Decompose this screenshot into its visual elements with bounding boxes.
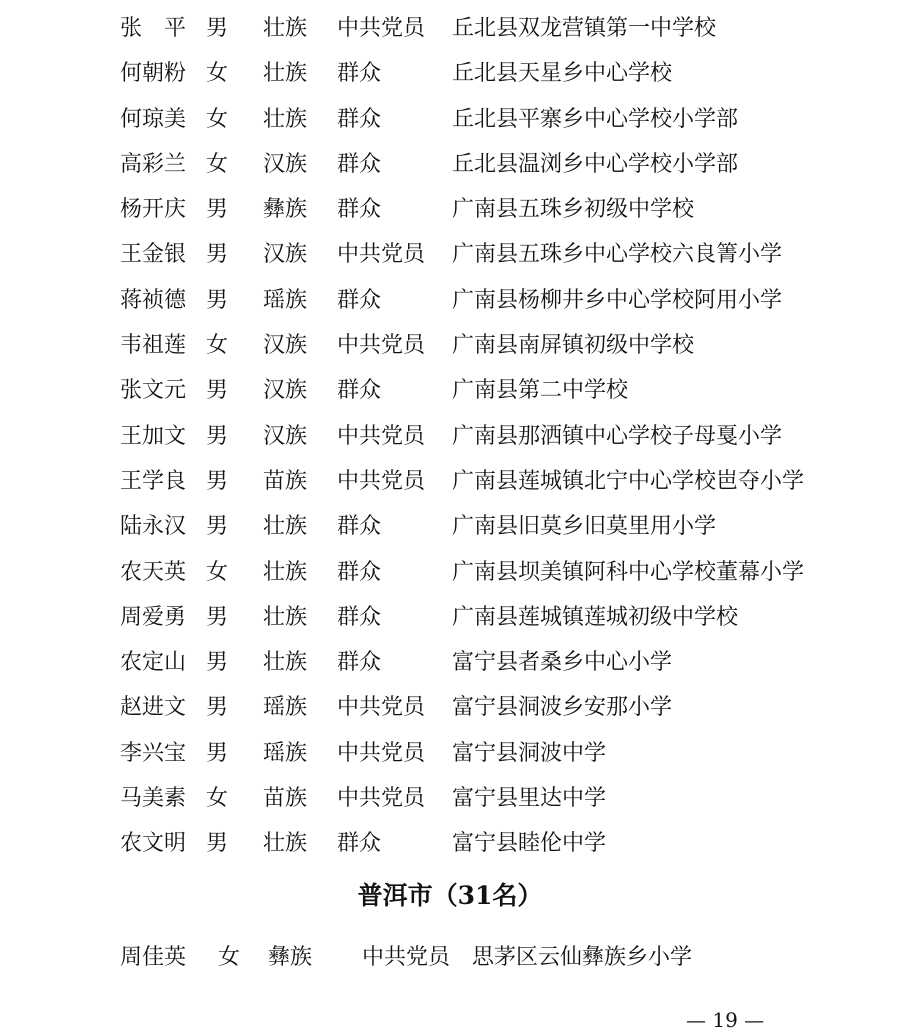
person-party: 群众 — [337, 831, 382, 857]
person-name: 张文元 — [120, 378, 187, 404]
person-gender: 男 — [206, 423, 229, 449]
person-ethnicity: 瑶族 — [263, 740, 308, 766]
list-row — [0, 97, 900, 142]
person-ethnicity: 汉族 — [263, 151, 308, 177]
person-unit: 广南县南屏镇初级中学校 — [452, 333, 695, 359]
person-name: 何琼美 — [120, 106, 187, 132]
person-ethnicity: 壮族 — [263, 559, 308, 585]
person-ethnicity: 壮族 — [263, 106, 308, 132]
list-row — [0, 51, 900, 96]
list-row — [0, 459, 900, 504]
person-unit: 思茅区云仙彝族乡小学 — [472, 945, 693, 970]
person-unit: 富宁县洞波乡安那小学 — [452, 695, 673, 721]
person-name: 周佳英 — [120, 945, 187, 970]
person-gender: 男 — [206, 242, 229, 268]
person-name: 王金银 — [120, 242, 187, 268]
person-ethnicity: 壮族 — [263, 650, 308, 676]
person-unit: 广南县五珠乡初级中学校 — [452, 197, 695, 223]
person-gender: 男 — [206, 468, 229, 494]
person-party: 群众 — [337, 604, 382, 630]
list-row — [0, 821, 900, 866]
person-ethnicity: 彝族 — [263, 197, 308, 223]
person-name: 农文明 — [120, 831, 187, 857]
person-ethnicity: 彝族 — [268, 945, 313, 970]
person-unit: 富宁县洞波中学 — [452, 740, 607, 766]
person-name: 高彩兰 — [120, 151, 187, 177]
person-ethnicity: 壮族 — [263, 604, 308, 630]
list-row — [0, 187, 900, 232]
person-party: 中共党员 — [337, 423, 426, 449]
person-name: 农天英 — [120, 559, 187, 585]
person-gender: 男 — [206, 740, 229, 766]
person-unit: 富宁县睦伦中学 — [452, 831, 607, 857]
list-row — [0, 595, 900, 640]
person-unit: 广南县第二中学校 — [452, 378, 629, 404]
person-ethnicity: 壮族 — [263, 16, 308, 41]
person-unit: 丘北县双龙营镇第一中学校 — [452, 16, 717, 41]
person-party: 群众 — [337, 559, 382, 585]
person-name: 杨开庆 — [120, 197, 187, 223]
list-row — [0, 935, 900, 980]
person-ethnicity: 汉族 — [263, 378, 308, 404]
person-unit: 广南县那洒镇中心学校子母戛小学 — [452, 423, 783, 449]
list-row — [0, 323, 900, 368]
person-gender: 男 — [206, 650, 229, 676]
person-unit: 广南县旧莫乡旧莫里用小学 — [452, 514, 717, 540]
person-ethnicity: 瑶族 — [263, 695, 308, 721]
person-party: 群众 — [337, 151, 382, 177]
person-name: 蒋祯德 — [120, 287, 187, 313]
person-unit: 广南县坝美镇阿科中心学校董幕小学 — [452, 559, 805, 585]
person-gender: 男 — [206, 16, 229, 41]
list-row — [0, 685, 900, 730]
person-party: 中共党员 — [362, 945, 451, 970]
person-name: 农定山 — [120, 650, 187, 676]
person-unit: 富宁县里达中学 — [452, 786, 607, 812]
person-ethnicity: 汉族 — [263, 242, 308, 268]
list-row — [0, 278, 900, 323]
name-list — [0, 6, 900, 867]
list-row — [0, 414, 900, 459]
person-name: 赵进文 — [120, 695, 187, 721]
person-gender: 女 — [206, 333, 229, 359]
section-heading: 普洱市（31名） — [357, 881, 543, 910]
person-party: 群众 — [337, 287, 382, 313]
person-gender: 女 — [206, 106, 229, 132]
person-party: 中共党员 — [337, 333, 426, 359]
list-row — [0, 776, 900, 821]
person-party: 中共党员 — [337, 468, 426, 494]
person-party: 中共党员 — [337, 242, 426, 268]
person-unit: 丘北县天星乡中心学校 — [452, 61, 673, 87]
person-unit: 广南县莲城镇莲城初级中学校 — [452, 604, 739, 630]
person-party: 群众 — [337, 514, 382, 540]
person-name: 王学良 — [120, 468, 187, 494]
person-ethnicity: 瑶族 — [263, 287, 308, 313]
person-unit: 广南县莲城镇北宁中心学校岜夺小学 — [452, 468, 805, 494]
person-gender: 女 — [206, 559, 229, 585]
person-party: 群众 — [337, 378, 382, 404]
person-party: 中共党员 — [337, 740, 426, 766]
person-ethnicity: 苗族 — [263, 468, 308, 494]
list-row — [0, 6, 900, 51]
list-row — [0, 640, 900, 685]
person-party: 中共党员 — [337, 786, 426, 812]
person-name: 王加文 — [120, 423, 187, 449]
person-party: 群众 — [337, 106, 382, 132]
person-gender: 男 — [206, 695, 229, 721]
person-ethnicity: 汉族 — [263, 333, 308, 359]
person-ethnicity: 壮族 — [263, 831, 308, 857]
person-gender: 女 — [218, 945, 241, 970]
list-row — [0, 368, 900, 413]
person-gender: 男 — [206, 514, 229, 540]
list-row — [0, 550, 900, 595]
person-unit: 丘北县平寨乡中心学校小学部 — [452, 106, 739, 132]
page-number: — 19 — — [686, 1008, 765, 1032]
person-gender: 男 — [206, 604, 229, 630]
person-party: 群众 — [337, 61, 382, 87]
person-ethnicity: 壮族 — [263, 61, 308, 87]
person-gender: 男 — [206, 287, 229, 313]
person-name: 陆永汉 — [120, 514, 187, 540]
list-row — [0, 504, 900, 549]
person-ethnicity: 汉族 — [263, 423, 308, 449]
person-name: 周爱勇 — [120, 604, 187, 630]
person-unit: 广南县五珠乡中心学校六良箐小学 — [452, 242, 783, 268]
person-gender: 男 — [206, 197, 229, 223]
list-row — [0, 232, 900, 277]
list-row — [0, 142, 900, 187]
person-name: 何朝粉 — [120, 61, 187, 87]
person-gender: 女 — [206, 151, 229, 177]
person-party: 中共党员 — [337, 695, 426, 721]
person-party: 群众 — [337, 650, 382, 676]
person-name: 李兴宝 — [120, 740, 187, 766]
person-gender: 女 — [206, 786, 229, 812]
person-gender: 女 — [206, 61, 229, 87]
person-unit: 广南县杨柳井乡中心学校阿用小学 — [452, 287, 783, 313]
person-party: 群众 — [337, 197, 382, 223]
person-unit: 富宁县者桑乡中心小学 — [452, 650, 673, 676]
person-name: 马美素 — [120, 786, 187, 812]
person-party: 中共党员 — [337, 16, 426, 41]
list-row — [0, 731, 900, 776]
person-name: 韦祖莲 — [120, 333, 187, 359]
person-ethnicity: 苗族 — [263, 786, 308, 812]
person-gender: 男 — [206, 378, 229, 404]
person-gender: 男 — [206, 831, 229, 857]
person-unit: 丘北县温浏乡中心学校小学部 — [452, 151, 739, 177]
person-name: 张 平 — [120, 16, 187, 41]
person-ethnicity: 壮族 — [263, 514, 308, 540]
